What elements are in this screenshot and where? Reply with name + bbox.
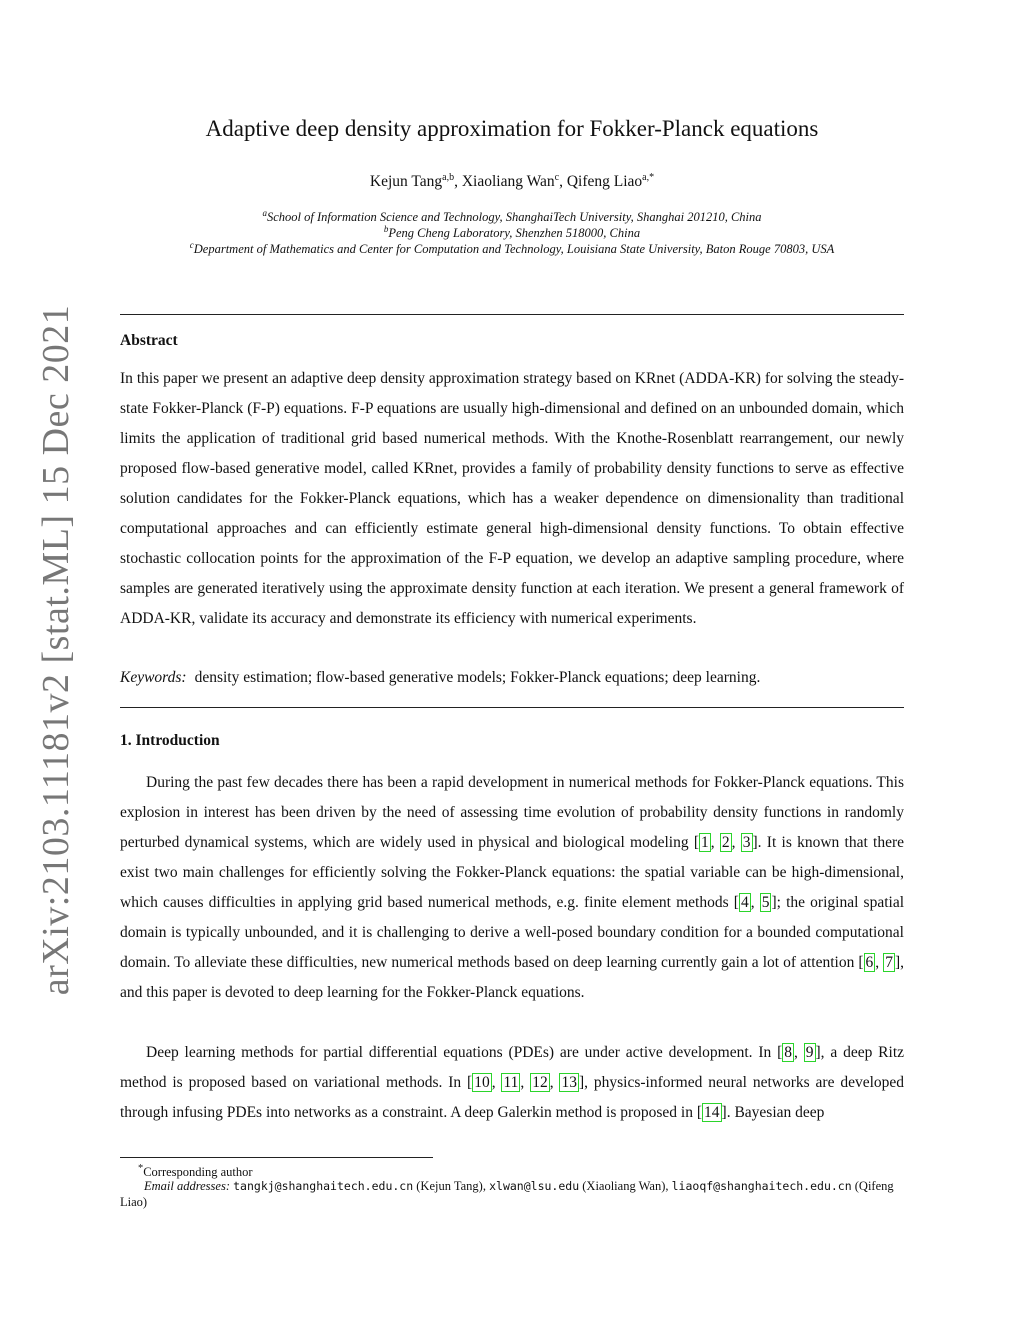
keywords-label: Keywords: (120, 669, 187, 686)
email-link[interactable]: liaoqf@shanghaitech.edu.cn (671, 1179, 852, 1193)
affiliation-mark: b (383, 224, 389, 234)
footnote-mark: * (138, 1163, 144, 1174)
abstract-bottom-rule (120, 707, 904, 708)
intro-paragraph-1: During the past few decades there has been a rapid development in numerical methods for Fokker-Planck equations. This explosion in interest has been driven by the need of assessing time evolution of probability density functions in randomly perturbed dynamical systems, which are widely used in physical and biological modeling [ 1 , 2 , 3 ]. It is known that there exist two main challenges for efficiently solving the Fokker-Planck equations: the spatial variable can be high-dimensional, which causes difficulties in applying grid based numerical methods, e.g. finite element methods [ 4 , 5 ]; the original spatial domain is typically unbounded, and it is challenging to derive a well-posed boundary condition for a bounded computational domain. To alleviate these difficulties, new numerical methods based on deep learning currently gain a lot of attention [ 6 , 7 ], and this paper is devoted to deep learning for the Fokker-Planck equations. (120, 774, 905, 1001)
intro-text: During the past few decades there has been a rapid development in numerical methods for Fokker-Planck equations. This explosion in interest has been driven by the need of assessing time evolution of probability density functions in randomly perturbed dynamical systems, which are widely used in physical and biological modeling [ (120, 774, 904, 851)
author-name: Kejun Tang (369, 173, 443, 191)
affiliation (0, 240, 1024, 257)
citation-link[interactable]: 10 (474, 1074, 490, 1091)
affiliation (0, 224, 1024, 241)
author-affiliation-mark: c (554, 172, 560, 183)
citation-link[interactable]: 5 (761, 894, 770, 911)
author-affiliation-mark: a,b (442, 172, 455, 183)
email-link[interactable]: xlwan@lsu.edu (489, 1179, 580, 1193)
citation-link[interactable]: 2 (721, 834, 730, 851)
citation-link[interactable]: 6 (865, 954, 874, 971)
section-heading-introduction: 1. Introduction (120, 732, 220, 749)
intro-paragraph-2: Deep learning methods for partial differential equations (PDEs) are under active development. In [ 8 , 9 ], a deep Ritz method is proposed based on variational methods. In [ 10 , 11 , 12 , 13 ], physics-informed neural networks are developed through infusing PDEs into networks as a constraint. A deep Galerkin method is proposed in [ 14 ]. Bayesian deep (120, 1044, 905, 1121)
intro-text: ]. It is known that there exist two main challenges for efficiently solving the Fokker-Planck equations: the spatial variable can be high-dimensional, which causes difficulties in applying grid based numerical methods, e.g. finite element methods [ (120, 834, 904, 911)
email-label: Email addresses: (144, 1179, 230, 1193)
citation-link[interactable]: 14 (704, 1104, 720, 1121)
citation-link[interactable]: 7 (885, 954, 893, 971)
paper-title: Adaptive deep density approximation for Fokker-Planck equations (205, 116, 819, 141)
author-list: Kejun Tang$^{a,b}$, Xiaoliang Wan$^c$, Qifeng Liao$^{a,*}$ (369, 172, 655, 191)
footnote-rule (120, 1157, 433, 1158)
intro-text: ], a deep Ritz method is proposed based on variational methods. In [ (120, 1044, 905, 1091)
keywords-line (120, 669, 760, 687)
abstract-heading: Abstract (120, 332, 178, 349)
email-link[interactable]: tangkj@shanghaitech.edu.cn (233, 1179, 414, 1193)
citation-link[interactable]: 1 (701, 834, 709, 851)
citation-link[interactable]: 4 (740, 894, 749, 911)
email-owner: (Kejun Tang) (416, 1179, 483, 1193)
affiliation-text: School of Information Science and Technology, ShanghaiTech University, Shanghai 201210, China (266, 210, 762, 225)
abstract-top-rule (120, 314, 904, 315)
intro-text: ], and this paper is devoted to deep learning for the Fokker-Planck equations. (120, 954, 905, 1001)
citation-link[interactable]: 3 (742, 834, 751, 851)
affiliation (0, 208, 1024, 225)
citation-link[interactable]: 8 (784, 1044, 793, 1061)
citation-link[interactable]: 13 (561, 1074, 577, 1091)
citation-link[interactable]: 11 (503, 1074, 519, 1091)
email-owner: (Qifeng Liao) (120, 1179, 894, 1209)
author-name: Xiaoliang Wan (461, 173, 555, 191)
intro-text: ], physics-informed neural networks are developed through infusing PDEs into networks as a constraint. A deep Galerkin method is proposed in [ (120, 1074, 905, 1121)
abstract-text: In this paper we present an adaptive deep density approximation strategy based on KRnet (ADDA-KR) for solving the steady-state Fokker-Planck (F-P) equations. F-P equations are usually high-dimensional and defined on an unbounded domain, which limits the application of traditional grid based numerical methods. With the Knothe-Rosenblatt rearrangement, our newly proposed flow-based generative model, called KRnet, provides a family of probability density functions to serve as effective solution candidates for the Fokker-Planck equations, which has a weaker dependence on dimensionality than traditional computational approaches and can efficiently estimate general high-dimensional density functions. To obtain effective stochastic collocation points for the approximation of the F-P equation, we develop an adaptive sampling procedure, where samples are generated iteratively using the approximate density function at each iteration. We present a general framework of ADDA-KR, validate its accuracy and demonstrate its efficiency with numerical experiments. (120, 370, 904, 627)
affiliation-text: Peng Cheng Laboratory, Shenzhen 518000, China (388, 226, 641, 241)
email-owner: (Xiaoliang Wan) (582, 1179, 666, 1193)
affiliation-mark: c (189, 240, 194, 250)
arxiv-identifier: arXiv:2103.11181v2 [stat.ML] 15 Dec 2021 (35, 304, 77, 996)
citation-link[interactable]: 9 (805, 1044, 814, 1061)
affiliation-mark: a (262, 208, 267, 218)
author-affiliation-mark: a,* (642, 172, 655, 183)
intro-text: ]; the original spatial domain is typically unbounded, and it is challenging to derive a well-posed boundary condition for a bounded computational domain. To alleviate these difficulties, new numerical methods based on deep learning currently gain a lot of attention [ (120, 894, 904, 971)
intro-text: Deep learning methods for partial differential equations (PDEs) are under active development. In [ (146, 1044, 783, 1061)
intro-text: ]. Bayesian deep (721, 1104, 825, 1121)
author-name: Qifeng Liao (566, 173, 643, 191)
citation-link[interactable]: 12 (532, 1074, 548, 1091)
footnote-emails: Email addresses: tangkj@shanghaitech.edu.cn (Kejun Tang), xlwan@lsu.edu (Xiaoliang Wan), liaoqf@shanghaitech.edu.cn (Qifeng Liao) (120, 1179, 894, 1209)
footnote-text: Corresponding author (143, 1165, 253, 1180)
keywords-text: density estimation; flow-based generative models; Fokker-Planck equations; deep learning. (194, 669, 761, 686)
affiliation-text: Department of Mathematics and Center for Computation and Technology, Louisiana State University, Baton Rouge 70803, USA (193, 242, 835, 257)
